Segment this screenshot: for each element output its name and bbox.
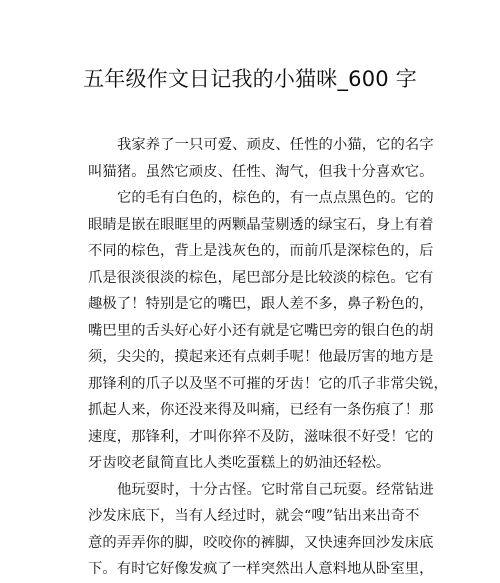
paragraph-line: 我家养了一只可爱、顽皮、任性的小猫，它的名字	[117, 137, 434, 153]
paragraph-line: 眼睛是嵌在眼眶里的两颗晶莹剔透的绿宝石，身上有着	[88, 216, 434, 233]
paragraph-line: 牙齿咬老鼠简直比人类吃蛋糕上的奶油还轻松。	[88, 455, 391, 471]
paragraph-line: 意的弄弄你的脚，咬咬你的裤脚，又快速奔回沙发床底	[88, 534, 434, 551]
paragraph-line: 那锋利的爪子以及坚不可摧的牙齿！它的爪子非常尖锐，	[88, 375, 448, 392]
paragraph-line: 叫猫猪。虽然它顽皮、任性、淘气，但我十分喜欢它。	[88, 163, 434, 180]
paragraph-line: 趣极了！特别是它的嘴巴，跟人差不多，鼻子粉色的，	[88, 296, 434, 312]
paragraph-line: 不同的棕色，背上是浅灰色的，而前爪是深棕色的，后	[88, 243, 434, 259]
paragraph-line: 须，尖尖的，摸起来还有点刺手呢！他最厉害的地方是	[88, 349, 434, 365]
paragraph-line: 下。有时它好像发疯了一样突然出人意料地从卧室里，	[88, 561, 434, 577]
paragraph-line: 沙发床底下，当有人经过时，就会“嗖”钻出来出奇不	[88, 508, 420, 524]
paragraph-line: 他玩耍时，十分古怪。它时常自己玩耍。经常钻进	[117, 481, 434, 498]
document-title: 五年级作文日记我的小猫咪_600 字	[83, 67, 417, 91]
document-body	[88, 132, 448, 583]
paragraph-line: 嘴巴里的舌头好心好小还有就是它嘴巴旁的银白色的胡	[88, 322, 434, 339]
paragraph-line: 速度，那锋利，才叫你猝不及防，滋味很不好受！它的	[88, 428, 434, 445]
paragraph-line: 爪是很淡很淡的棕色，尾巴部分是比较淡的棕色。它有	[88, 269, 434, 286]
paragraph-line: 抓起人来，你还没来得及叫痛，已经有一条伤痕了！那	[88, 402, 434, 418]
paragraph-line: 它的毛有白色的，棕色的，有一点点黑色的。它的	[117, 190, 434, 206]
